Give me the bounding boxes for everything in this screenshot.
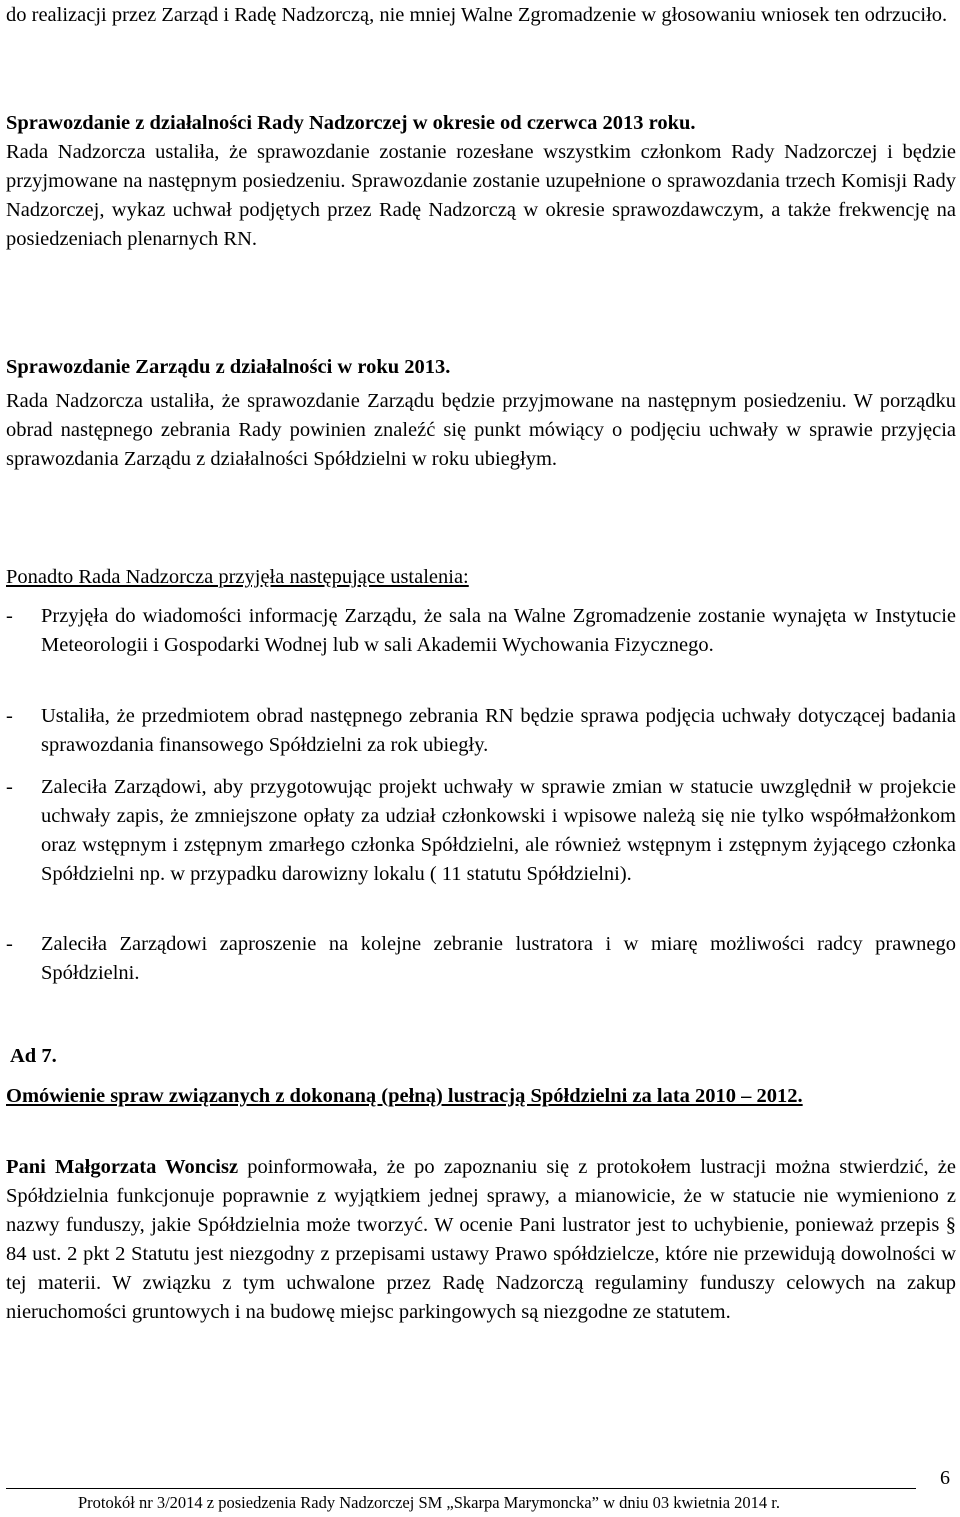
- list-dash: -: [6, 605, 13, 627]
- ad7-paragraph: [6, 1153, 956, 1327]
- page-number: 6: [940, 1467, 950, 1489]
- footer-divider: [6, 1488, 916, 1489]
- decision-item-text: Zaleciła Zarządowi zaproszenie na kolejne zebranie lustratora i w miarę możliwości radcy prawnego Spółdzielni.: [41, 933, 956, 984]
- list-dash: -: [6, 933, 13, 955]
- section-rn-report: [6, 109, 956, 254]
- section-rn-report-heading: Sprawozdanie z działalności Rady Nadzorczej w okresie od czerwca 2013 roku.: [6, 112, 696, 134]
- decision-item: [6, 930, 956, 988]
- ad7-label: Ad 7.: [10, 1045, 57, 1067]
- ad7-body: [6, 1153, 956, 1327]
- decision-item: [6, 702, 956, 760]
- decision-item-text: Przyjęła do wiadomości informację Zarządu, że sala na Walne Zgromadzenie zostanie wynajęta w Instytucie Meteorologii i Gospodarki Wodnej lub w sali Akademii Wychowania Fizycznego.: [41, 605, 956, 656]
- footer-text: Protokół nr 3/2014 z posiedzenia Rady Nadzorczej SM „Skarpa Marymoncka” w dniu 03 kwietnia 2014 r.: [78, 1493, 780, 1512]
- decision-item-text: Ustaliła, że przedmiotem obrad następnego zebrania RN będzie sprawa podjęcia uchwały dotyczącej badania sprawozdania finansowego Spółdzielni za rok ubiegły.: [41, 705, 956, 756]
- section-rn-report-paragraph: Rada Nadzorcza ustaliła, że sprawozdanie zostanie rozesłane wszystkim członkom Rady Nadzorczej i będzie przyjmowane na następnym posiedzeniu. Sprawozdanie zostanie uzupełnione o sprawozdania trzech Komisji Rady Nadzorczej, wykaz uchwał podjętych przez Radę Nadzorczą w okresie sprawozdawczym, a także frekwencję na posiedzeniach plenarnych RN.: [6, 141, 956, 250]
- ad7-heading-block: [6, 1082, 956, 1111]
- list-dash: -: [6, 776, 13, 798]
- section-decisions-heading-block: [6, 563, 956, 592]
- section-board-report-heading: Sprawozdanie Zarządu z działalności w roku 2013.: [6, 356, 451, 378]
- section-board-report: [6, 353, 956, 474]
- decision-item: [6, 773, 956, 889]
- intro-paragraph: do realizacji przez Zarząd i Radę Nadzorczą, nie mniej Walne Zgromadzenie w głosowaniu wniosek ten odrzuciło.: [6, 4, 948, 26]
- section-board-report-paragraph: Rada Nadzorcza ustaliła, że sprawozdanie Zarządu będzie przyjmowane na następnym posiedzeniu. W porządku obrad następnego zebrania Rady powinien znaleźć się punkt mówiący o podjęciu uchwały w sprawie przyjęcia sprawozdania Zarządu z działalności Spółdzielni w roku ubiegłym.: [6, 390, 956, 470]
- list-dash: -: [6, 705, 13, 727]
- decision-item: [6, 602, 956, 660]
- decision-item-text: Zaleciła Zarządowi, aby przygotowując projekt uchwały w sprawie zmian w statucie uwzględnił w projekcie uchwały zapis, że zmniejszone opłaty za udział członkowski i wpisowe należą się nie tylko współmałżonkom oraz wstępnym i zstępnym zmarłego członka Spółdzielni, ale również wstępnym i zstępnym żyjącego członka Spółdzielni np. w przypadku darowizny lokalu ( 11 statutu Spółdzielni).: [41, 776, 956, 885]
- ad7-label-block: [6, 1042, 956, 1071]
- section-decisions-heading: Ponadto Rada Nadzorcza przyjęła następujące ustalenia:: [6, 566, 469, 588]
- speaker-name: Pani Małgorzata Woncisz: [6, 1156, 239, 1178]
- intro-block: [6, 1, 956, 30]
- ad7-heading: Omówienie spraw związanych z dokonaną (pełną) lustracją Spółdzielni za lata 2010 – 2012.: [6, 1085, 803, 1107]
- ad7-paragraph-text: poinformowała, że po zapoznaniu się z protokołem lustracji można stwierdzić, że Spółdzielnia funkcjonuje poprawnie z wyjątkiem jednej sprawy, a mianowicie, że w statucie nie wymieniono z nazwy funduszy, jakie Spółdzielnia może tworzyć. W ocenie Pani lustrator jest to uchybienie, ponieważ przepis § 84 ust. 2 pkt 2 Statutu jest niezgodny z przepisami ustawy Prawo spółdzielcze, które nie przewidują dowolności w tej materii. W związku z tym uchwalone przez Radę Nadzorczą regulaminy funduszy celowych na zakup nieruchomości gruntowych i na budowę miejsc parkingowych są niezgodne ze statutem.: [6, 1156, 956, 1323]
